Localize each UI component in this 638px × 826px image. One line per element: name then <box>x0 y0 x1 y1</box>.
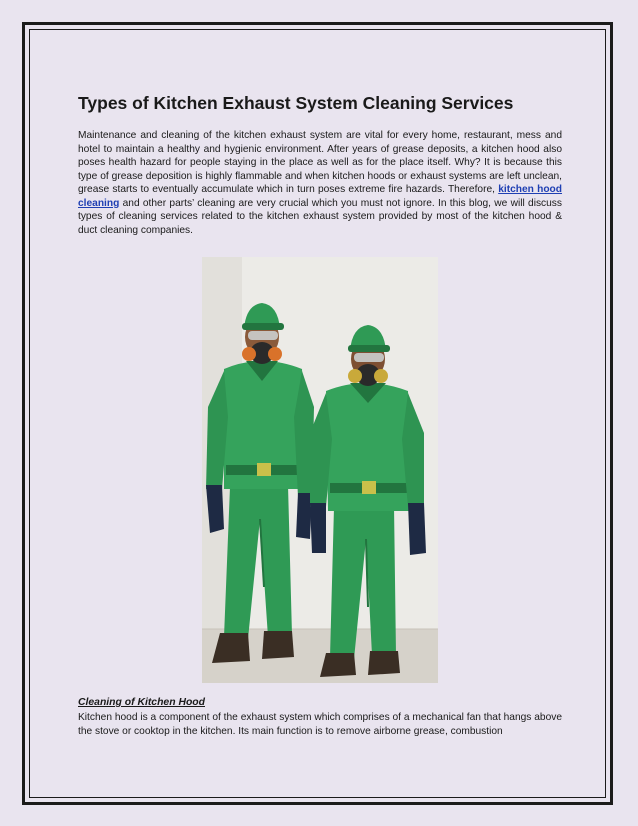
intro-text-part2: and other parts’ cleaning are very crucial which you must not ignore. In this blog, we will discuss types of cleaning services related to the kitchen exhaust system provided by most of the kitchen hood & duct cleaning companies. <box>78 197 562 236</box>
kitchen-hood-cleaning-link[interactable]: kitchen hood cleaning <box>78 184 563 209</box>
section-paragraph: Kitchen hood is a component of the exhaust system which comprises of a mechanical fan that hangs above the stove or cooktop in the kitchen. Its main function is to remove airborne grease, combustion <box>78 712 562 737</box>
section-heading: Cleaning of Kitchen Hood <box>78 697 205 708</box>
intro-paragraph <box>78 129 562 237</box>
intro-text-part1: Maintenance and cleaning of the kitchen exhaust system are vital for every home, restaurant, mess and hotel to maintain a healthy and hygienic environment. After years of grease deposits, a kitchen hood also poses health hazard for people staying in the place as well as for the place itself. Why? It is because this type of grease deposition is highly flammable and when kitchen hoods or exhaust systems are left unclean, grease starts to eventually accumulate which in turn poses extreme fire hazards. Therefore, <box>78 130 562 195</box>
workers-illustration <box>202 257 438 683</box>
document-title: Types of Kitchen Exhaust System Cleaning Services <box>78 93 514 113</box>
workers-photo <box>202 257 438 683</box>
